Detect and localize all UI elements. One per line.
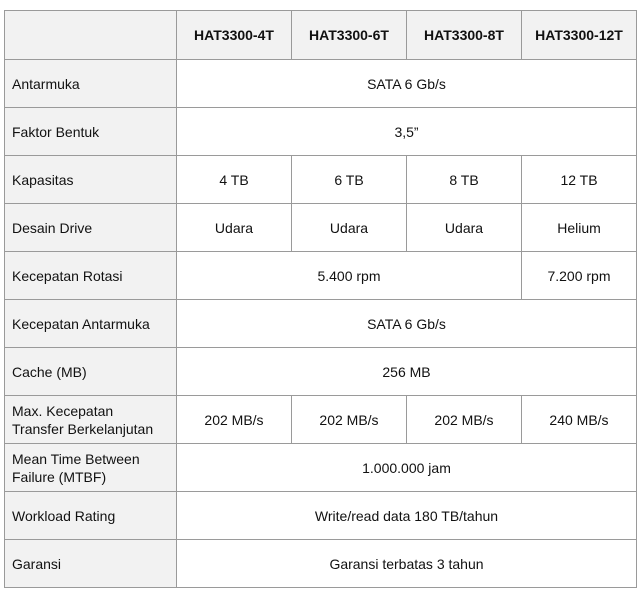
row-label: Desain Drive [5, 204, 177, 252]
row-value: SATA 6 Gb/s [177, 300, 637, 348]
row-value-12t: 240 MB/s [522, 396, 637, 444]
row-value-12t: Helium [522, 204, 637, 252]
row-label: Kecepatan Antarmuka [5, 300, 177, 348]
row-label: Faktor Bentuk [5, 108, 177, 156]
row-kecepatan-antarmuka [5, 300, 637, 348]
row-value: 256 MB [177, 348, 637, 396]
row-label [5, 444, 177, 492]
row-label: Cache (MB) [5, 348, 177, 396]
row-label: Workload Rating [5, 492, 177, 540]
row-workload [5, 492, 637, 540]
row-value: SATA 6 Gb/s [177, 60, 637, 108]
row-value-4t: 202 MB/s [177, 396, 292, 444]
header-model-8t: HAT3300-8T [407, 11, 522, 60]
row-desain-drive [5, 204, 637, 252]
row-garansi [5, 540, 637, 588]
row-label [5, 396, 177, 444]
spec-table [4, 10, 637, 588]
row-cache [5, 348, 637, 396]
header-row [5, 11, 637, 60]
row-label-line2: Transfer Berkelanjutan [12, 420, 154, 437]
row-faktor-bentuk [5, 108, 637, 156]
row-label-line1: Mean Time Between [12, 450, 140, 467]
row-value: Write/read data 180 TB/tahun [177, 492, 637, 540]
row-value-8t: Udara [407, 204, 522, 252]
row-value-6t: 202 MB/s [292, 396, 407, 444]
row-mtbf [5, 444, 637, 492]
row-antarmuka [5, 60, 637, 108]
row-value-12t: 12 TB [522, 156, 637, 204]
row-value: 1.000.000 jam [177, 444, 637, 492]
header-model-4t: HAT3300-4T [177, 11, 292, 60]
row-value-8t: 8 TB [407, 156, 522, 204]
header-model-12t: HAT3300-12T [522, 11, 637, 60]
row-value: 3,5” [177, 108, 637, 156]
row-kapasitas [5, 156, 637, 204]
header-corner-cell [5, 11, 177, 60]
row-value-4t: Udara [177, 204, 292, 252]
row-value-12t: 7.200 rpm [522, 252, 637, 300]
row-value-6t: 6 TB [292, 156, 407, 204]
row-label: Kapasitas [5, 156, 177, 204]
row-label-line1: Max. Kecepatan [12, 402, 114, 419]
row-transfer [5, 396, 637, 444]
row-value-6t: Udara [292, 204, 407, 252]
row-value-4t: 4 TB [177, 156, 292, 204]
row-label-line2: Failure (MTBF) [12, 468, 107, 485]
row-label: Garansi [5, 540, 177, 588]
row-value: Garansi terbatas 3 tahun [177, 540, 637, 588]
row-kecepatan-rotasi [5, 252, 637, 300]
row-value-4t-8t: 5.400 rpm [177, 252, 522, 300]
row-value-8t: 202 MB/s [407, 396, 522, 444]
row-label: Antarmuka [5, 60, 177, 108]
header-model-6t: HAT3300-6T [292, 11, 407, 60]
row-label: Kecepatan Rotasi [5, 252, 177, 300]
